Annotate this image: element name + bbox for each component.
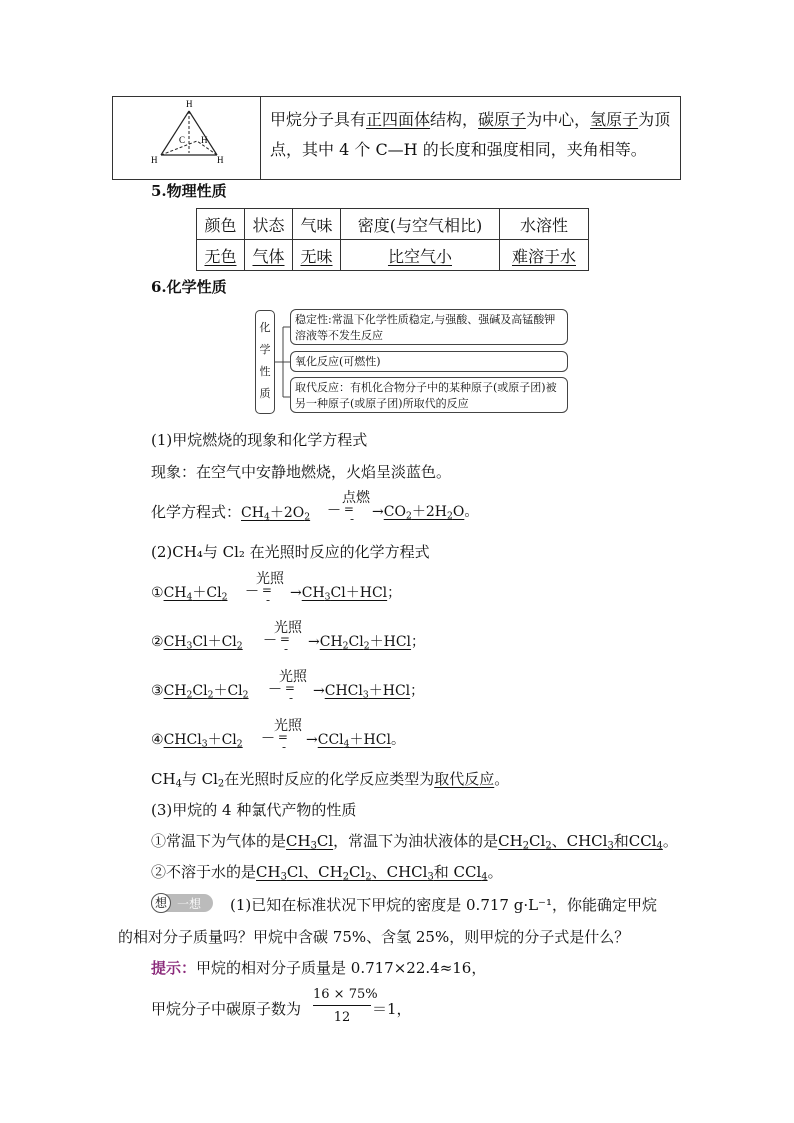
equation-arrow-dashes: — = -: [269, 681, 295, 705]
diagram-category: 化 学 性 质: [255, 310, 275, 414]
equation-arrow-dashes: — = -: [264, 632, 290, 656]
cell-state: 气体: [245, 240, 293, 271]
cell-smell: 无味: [293, 240, 341, 271]
combustion-phenomenon: 现象：在空气中安静地燃烧，火焰呈淡蓝色。: [151, 463, 452, 481]
substitution-equation-1: $①CH_4+Cl_2$: [151, 585, 228, 603]
table-divider: [260, 97, 261, 179]
substitution-equation-3: $③CH_2Cl_2+Cl_2$: [151, 683, 249, 701]
header-density: 密度(与空气相比): [341, 209, 500, 240]
header-solubility: 水溶性: [500, 209, 589, 240]
think-badge-circle: 想: [151, 893, 171, 913]
condition-light-1: 光照: [256, 571, 284, 587]
fraction-denominator: 12: [333, 1010, 351, 1025]
header-color: 颜色: [197, 209, 245, 240]
fraction-bar: [313, 1005, 371, 1006]
substitution-equation-4: $④CHCl_3+Cl_2$: [151, 732, 243, 750]
diagram-item-substitution: 取代反应：有机化合物分子中的某种原子(或原子团)被另一种原子(或原子团)所取代的反应: [290, 377, 568, 413]
combustion-equation: 化学方程式：$CH_4+2O_2$: [151, 503, 311, 523]
diagram-item-oxidation: 氧化反应(可燃性): [290, 351, 568, 372]
substitution-conclusion: $CH_4$与 $Cl_2$在光照时反应的化学反应类型为取代反应。: [151, 770, 510, 790]
table-row: [197, 240, 589, 271]
equation-arrow-dashes: — = -: [328, 502, 355, 526]
structure-table: [112, 96, 681, 180]
substitution-equation-2: $②CH_3Cl+Cl_2$: [151, 634, 243, 652]
section6-title: 6.化学性质: [151, 278, 227, 296]
atom-h-top: H: [186, 99, 193, 109]
combustion-products: $\to CO_2+2H_2O$。: [372, 504, 479, 522]
think-question-line-2: 的相对分子质量吗？甲烷中含碳 75%、含氢 25%，则甲烷的分子式是什么？: [118, 928, 630, 946]
structure-description: 甲烷分子具有正四面体结构，碳原子为中心，氢原子为顶点，其中 4 个 C—H 的长度和强度相同，夹角相等。: [270, 110, 671, 159]
cell-color: 无色: [197, 240, 245, 271]
carbon-count-prefix: 甲烷分子中碳原子数为: [151, 1000, 302, 1018]
atom-h-left: H: [151, 155, 158, 165]
cell-density: 比空气小: [341, 240, 500, 271]
chemical-properties-diagram: [255, 307, 573, 417]
chloro-line-2: ②不溶于水的是$CH_3Cl$、$CH_2Cl_2$、CHCl$_3$和 CCl$_4$。: [151, 863, 503, 883]
condition-light-3: 光照: [279, 669, 307, 685]
atom-h-right: H: [217, 155, 224, 165]
chloro-heading: (3)甲烷的 4 种氯代产物的性质: [151, 801, 357, 819]
header-state: 状态: [245, 209, 293, 240]
table-header-row: [197, 209, 589, 240]
condition-light-4: 光照: [274, 718, 302, 734]
hint-line: 提示：甲烷的相对分子质量是 0.717×22.4≈16，: [151, 959, 487, 977]
physical-properties-table: [196, 208, 589, 271]
header-smell: 气味: [293, 209, 341, 240]
combustion-heading: (1)甲烷燃烧的现象和化学方程式: [151, 431, 368, 449]
atom-c: C: [179, 135, 186, 145]
chloro-line-1: ①常温下为气体的是$CH_3Cl$，常温下为油状液体的是$CH_2Cl_2$、CHCl$_3$和CCl$_4$。: [151, 832, 678, 852]
condition-light-2: 光照: [274, 620, 302, 636]
atom-h-inner: H: [201, 135, 208, 145]
think-badge-label: 一想: [177, 897, 202, 911]
cell-solubility: 难溶于水: [500, 240, 589, 271]
section5-title: 5.物理性质: [151, 182, 227, 200]
carbon-count-suffix: ＝1，: [372, 1000, 412, 1018]
equation-arrow-dashes: — = -: [246, 583, 272, 607]
think-badge: [151, 894, 213, 912]
substitution-products-3: →CHCl$_3$＋HCl；: [313, 683, 425, 701]
substitution-products-1: $\to CH_3Cl+HCl$；: [290, 585, 402, 603]
fraction-numerator: 16 × 75%: [313, 987, 378, 1002]
methane-tetrahedron-diagram: [113, 97, 260, 179]
think-question-line-1: (1)已知在标准状况下甲烷的密度是 0.717 g·L⁻¹，你能确定甲烷: [230, 896, 657, 914]
equation-arrow-dashes: — = -: [262, 730, 288, 754]
condition-ignite: 点燃: [342, 490, 370, 506]
substitution-products-4: →CCl$_4$＋HCl。: [306, 732, 405, 750]
substitution-heading: (2)CH₄与 Cl₂ 在光照时反应的化学方程式: [151, 543, 430, 561]
substitution-products-2: $\to CH_2Cl_2+HCl$；: [308, 634, 426, 652]
diagram-item-stability: 稳定性:常温下化学性质稳定,与强酸、强碱及高锰酸钾溶液等不发生反应: [290, 309, 568, 345]
